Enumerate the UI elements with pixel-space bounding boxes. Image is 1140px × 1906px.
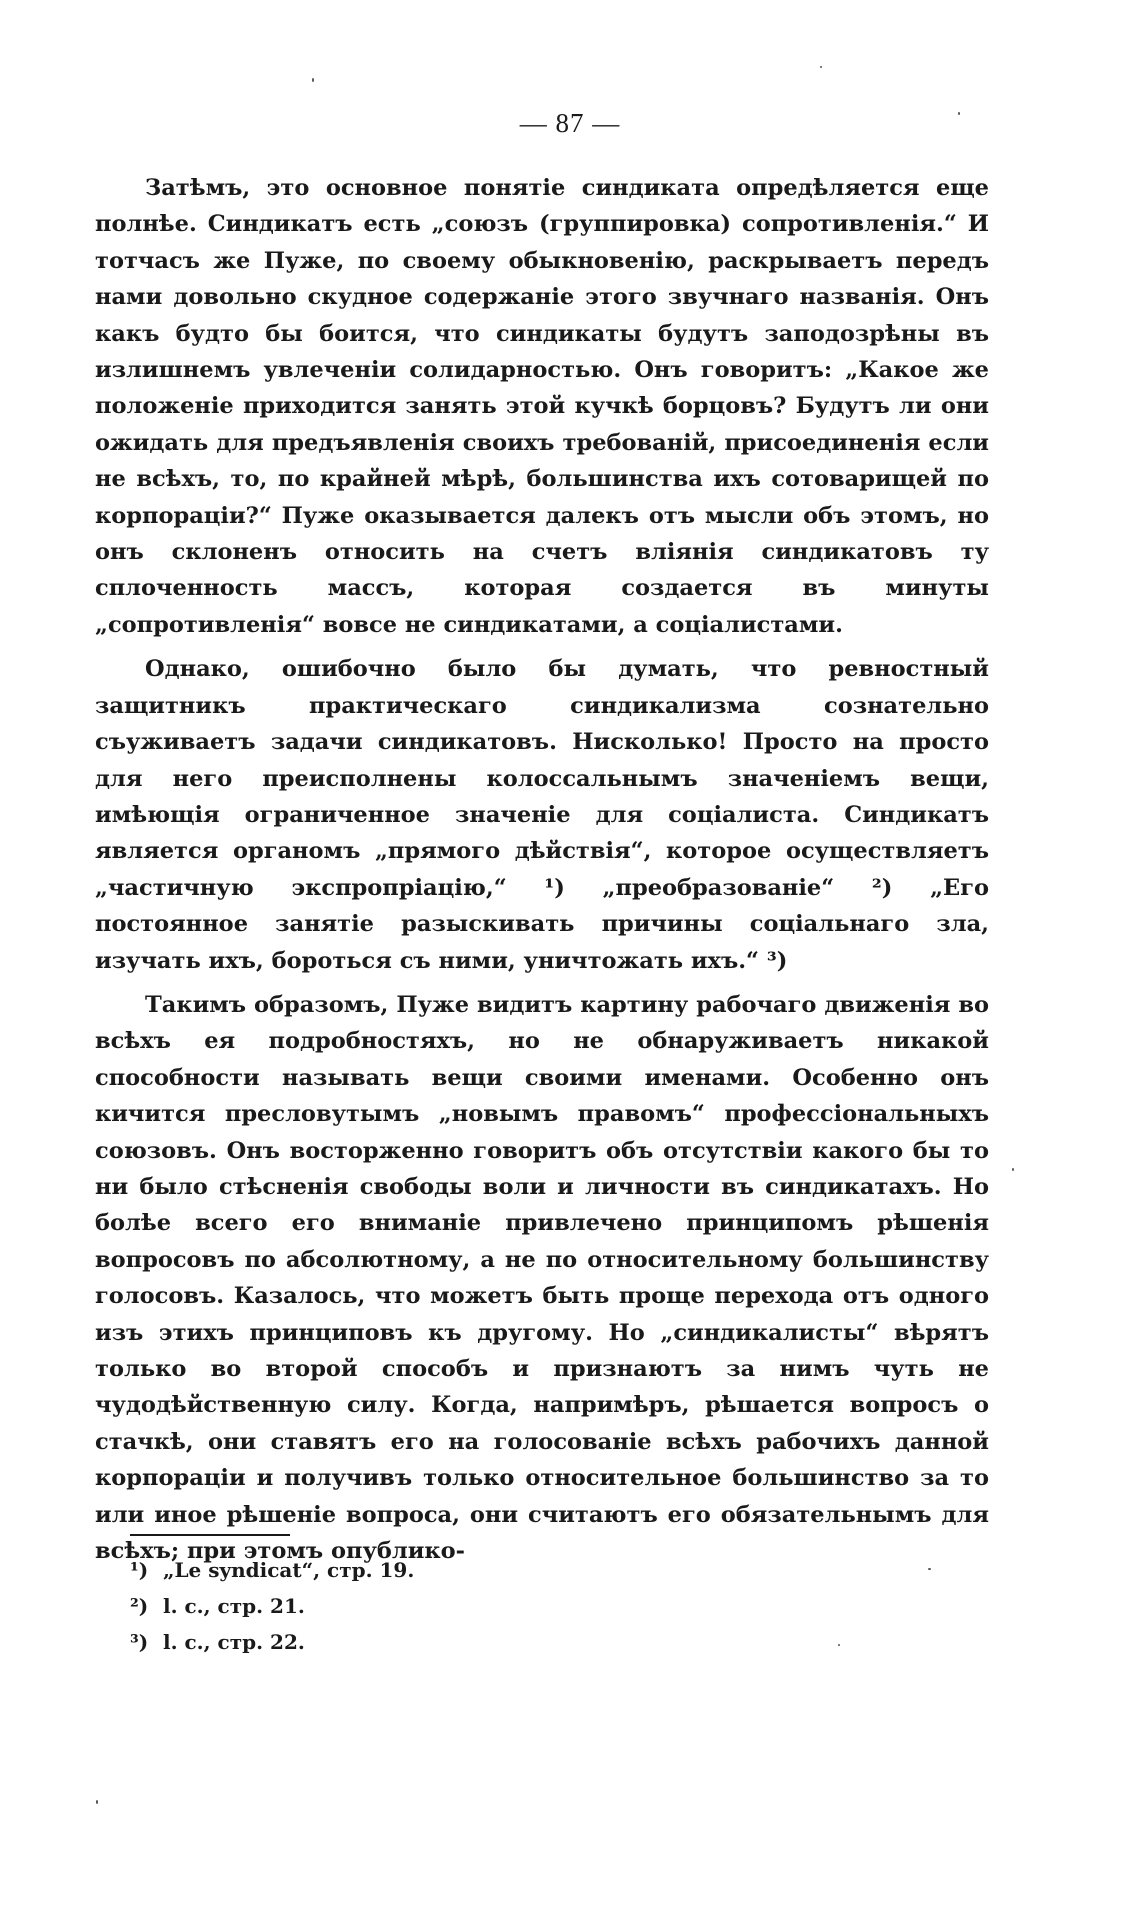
paragraph-1: Затѣмъ, это основное понятіе синдиката опредѣляется еще полнѣе. Синдикатъ есть „союзъ (группировка) сопротивленія.“ И тотчасъ же Пуже, по своему обыкновенію, раскрываетъ передъ нами довольно скудное содержаніе этого звучнаго названія. Онъ какъ будто бы боится, что синдикаты будутъ заподозрѣны въ излишнемъ увлеченіи солидарностью. Онъ говоритъ: „Какое же положеніе приходится занять этой кучкѣ борцовъ? Будутъ ли они ожидать для предъявленія своихъ требованій, присоединенія если не всѣхъ, то, по крайней мѣрѣ, большинства ихъ сотоварищей по корпораціи?“ Пуже оказывается далекъ отъ мысли объ этомъ, но онъ склоненъ относить на счетъ вліянія синдикатовъ ту сплоченность массъ, которая создается въ минуты „сопротивленія“ вовсе не синдикатами, а соціалистами.: [95, 175, 989, 638]
footnote-separator: [130, 1534, 290, 1536]
footnote-text: l. c., стр. 22.: [162, 1630, 305, 1654]
footnote-marker: ¹): [130, 1558, 149, 1582]
footnote-1: [130, 1552, 730, 1588]
footnote-3: [130, 1624, 730, 1660]
footnote-marker: ³): [130, 1630, 149, 1654]
footnotes: [130, 1552, 730, 1660]
scan-speck: [928, 1568, 931, 1570]
page-number: — 87 —: [519, 108, 621, 138]
footnote-2: [130, 1588, 730, 1624]
paragraph-3: Такимъ образомъ, Пуже видитъ картину рабочаго движенія во всѣхъ ея подробностяхъ, но не обнаруживаетъ никакой способности называть вещи своими именами. Особенно онъ кичится пресловутымъ „новымъ правомъ“ профессіональныхъ союзовъ. Онъ восторженно говоритъ объ отсутствіи какого бы то ни было стѣсненія свободы воли и личности въ синдикатахъ. Но болѣе всего его вниманіе привлечено принципомъ рѣшенія вопросовъ по абсолютному, а не по относительному большинству голосовъ. Казалось, что можетъ быть проще перехода отъ одного изъ этихъ принциповъ къ другому. Но „синдикалисты“ вѣрятъ только во второй способъ и признаютъ за нимъ чуть не чудодѣйственную силу. Когда, напримѣръ, рѣшается вопросъ о стачкѣ, они ставятъ его на голосованіе всѣхъ рабочихъ данной корпораціи и получивъ только относительное большинство за то или иное рѣшеніе вопроса, они считаютъ его обязательнымъ для всѣхъ; при этомъ опублико-: [95, 991, 989, 1565]
scan-speck: [820, 66, 822, 68]
scan-speck: [312, 78, 314, 82]
footnote-text: „Le syndicat“, стр. 19.: [162, 1558, 415, 1582]
body-text: [95, 170, 989, 1577]
paragraph-2: Однако, ошибочно было бы думать, что ревностный защитникъ практическаго синдикализма сознательно съуживаетъ задачи синдикатовъ. Нисколько! Просто на просто для него преисполнены колоссальнымъ значеніемъ вещи, имѣющія ограниченное значеніе для соціалиста. Синдикатъ является органомъ „прямого дѣйствія“, которое осуществляетъ „частичную экспропріацію,“ ¹) „преобразованіе“ ²) „Его постоянное занятіе разыскивать причины соціальнаго зла, изучать ихъ, бороться съ ними, уничтожать ихъ.“ ³): [95, 656, 989, 974]
scan-speck: [958, 112, 960, 115]
scan-speck: [838, 1644, 840, 1646]
scan-speck: [96, 1800, 98, 1804]
footnote-text: l. c., стр. 21.: [162, 1594, 305, 1618]
scan-speck: [1012, 1168, 1014, 1171]
footnote-marker: ²): [130, 1594, 149, 1618]
